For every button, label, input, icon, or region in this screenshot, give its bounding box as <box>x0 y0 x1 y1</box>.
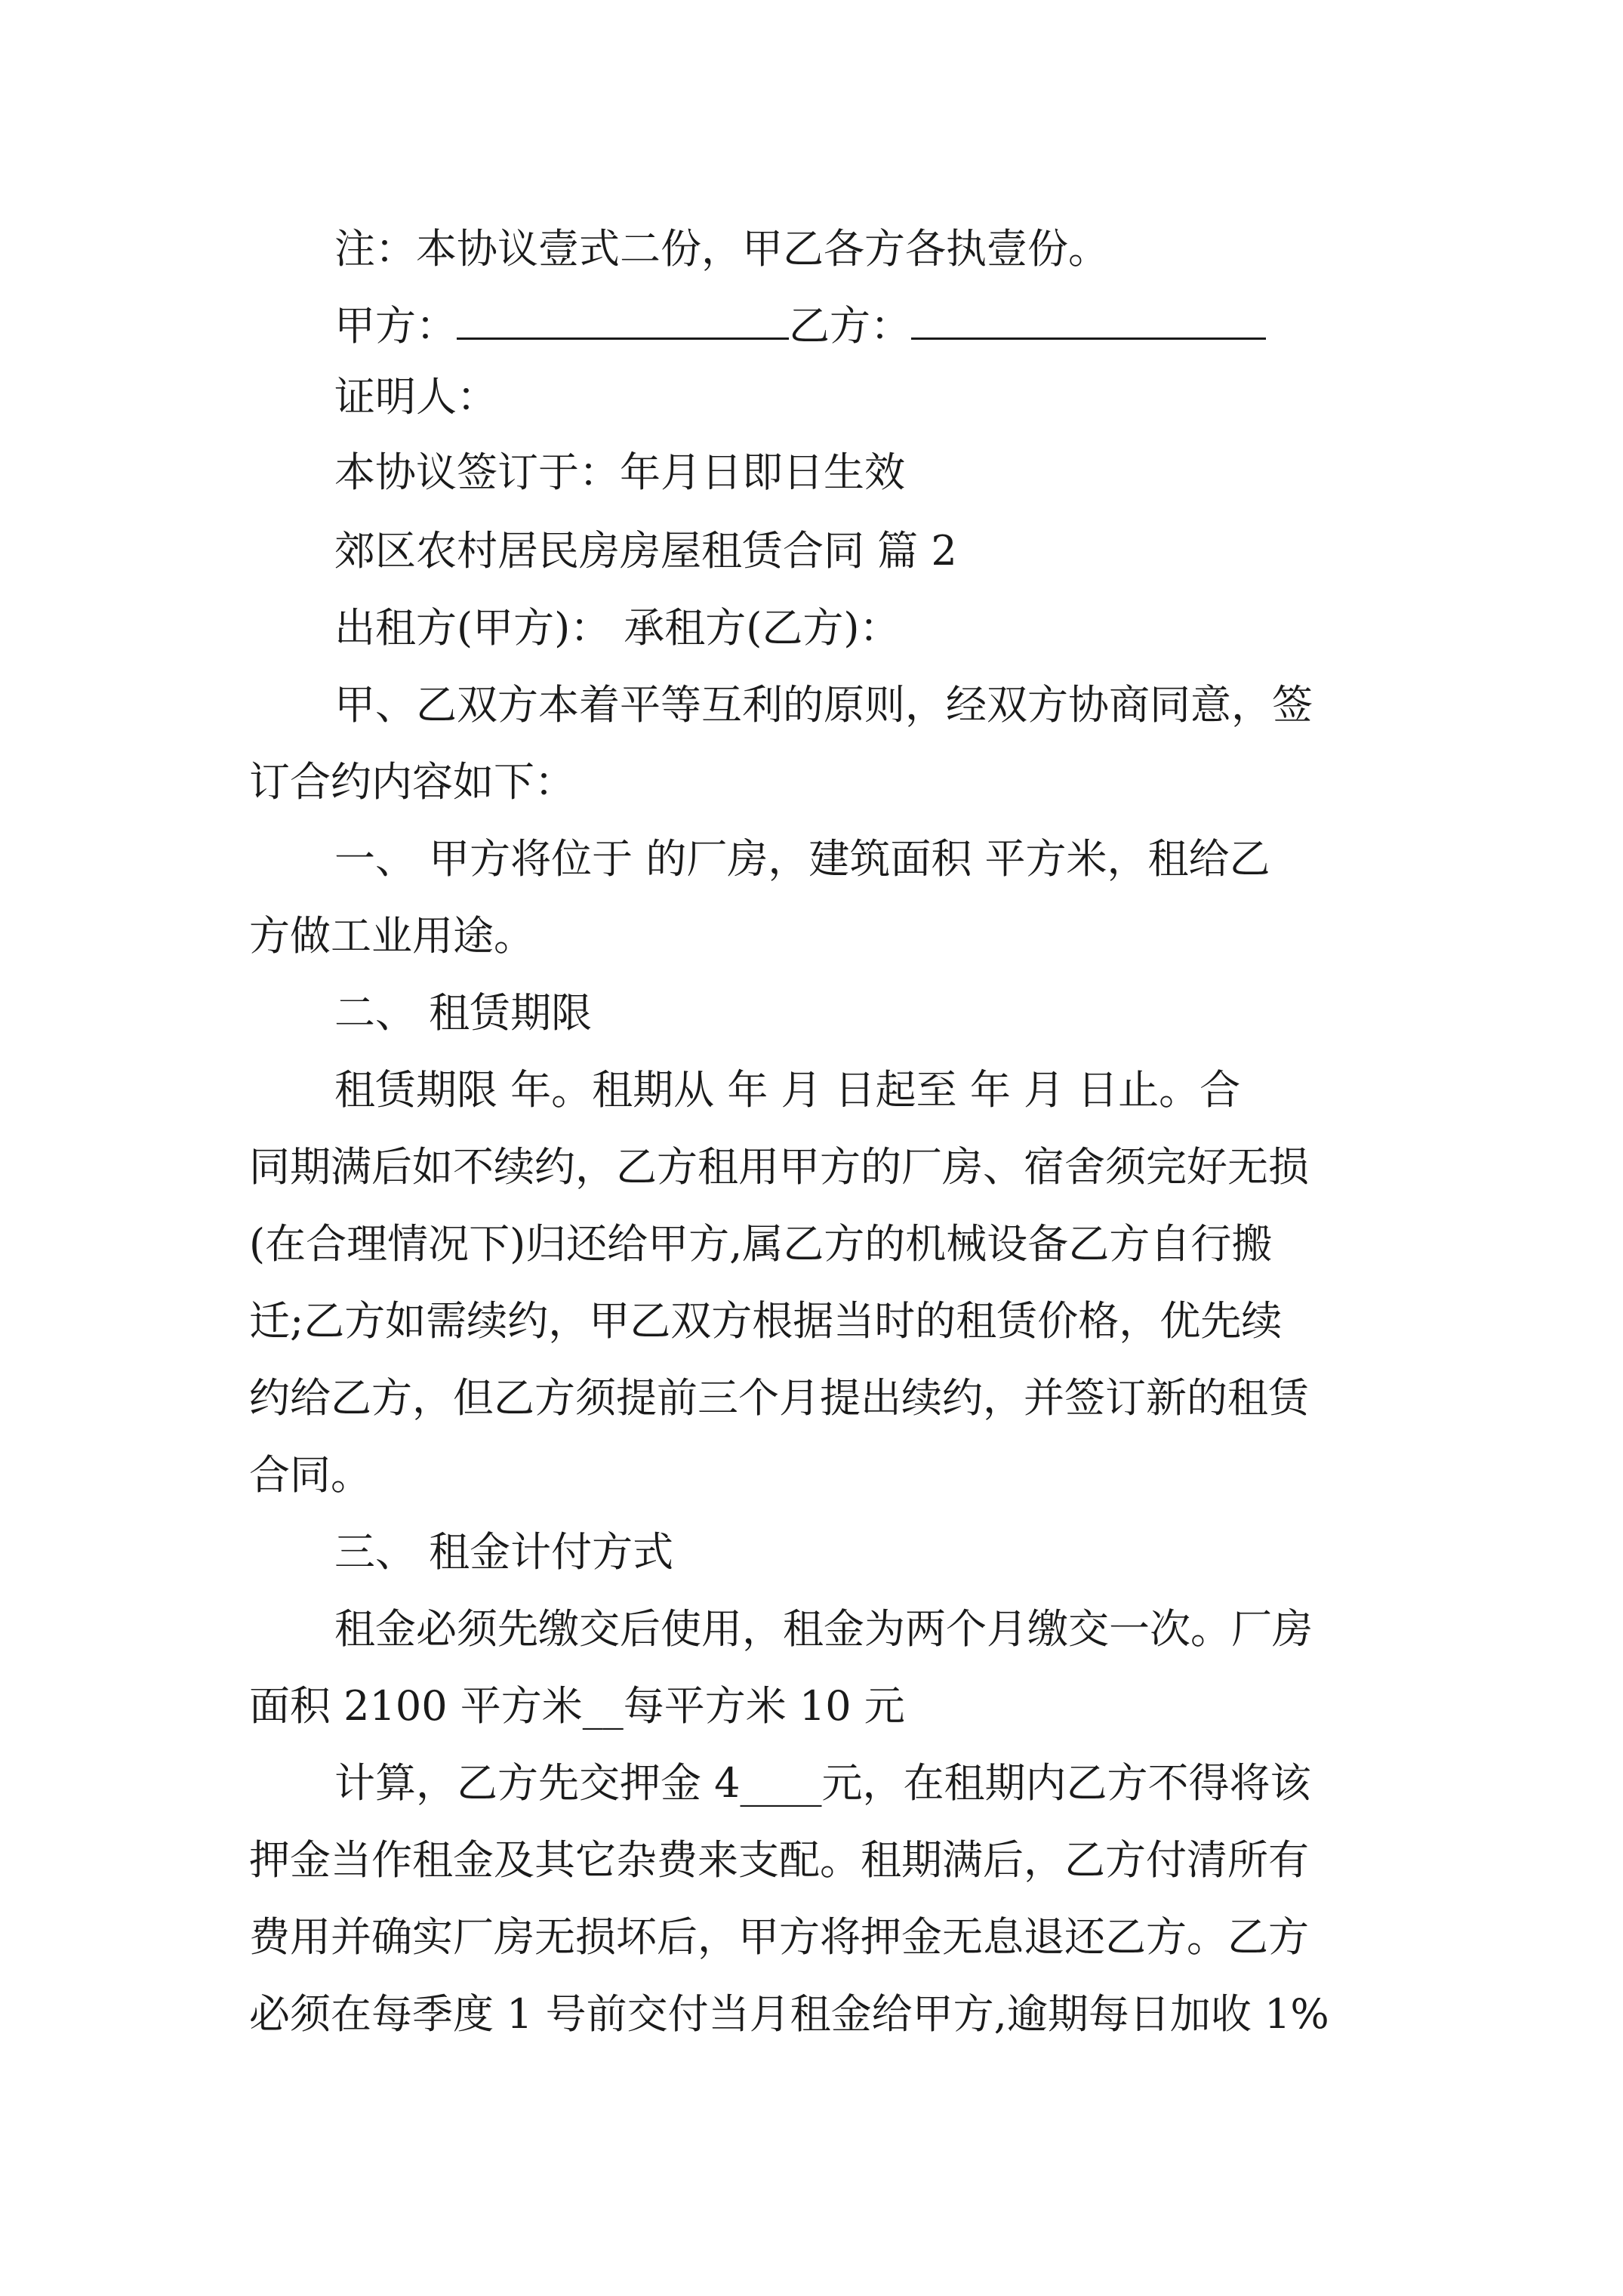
paragraph-line: 约给乙方，但乙方须提前三个月提出续约，并签订新的租赁 <box>249 1374 1309 1422</box>
party-b-label: 乙方： <box>789 302 911 350</box>
paragraph-line: 订合约内容如下： <box>249 758 575 806</box>
paragraph-line: 计算，乙方先交押金 4____元，在租期内乙方不得将该 <box>334 1759 1311 1807</box>
paragraph-line: (在合理情况下)归还给甲方,属乙方的机械设备乙方自行搬 <box>249 1220 1273 1268</box>
note-line: 注：本协议壹式二份，甲乙各方各执壹份。 <box>334 225 1109 273</box>
party-a-label: 甲方： <box>334 302 457 350</box>
paragraph-line: 面积 2100 平方米__每平方米 10 元 <box>249 1682 905 1730</box>
witness-line: 证明人： <box>334 373 497 421</box>
paragraph-line: 同期满后如不续约，乙方租用甲方的厂房、宿舍须完好无损 <box>249 1143 1309 1191</box>
paragraph-line: 方做工业用途。 <box>249 912 534 960</box>
party-a-blank <box>457 300 789 340</box>
clause-heading: 二、 租赁期限 <box>334 989 593 1037</box>
signature-line <box>334 299 1266 353</box>
paragraph-line: 押金当作租金及其它杂费来支配。租期满后，乙方付清所有 <box>249 1836 1309 1884</box>
section-title: 郊区农村居民房房屋租赁合同 篇 2 <box>334 527 957 575</box>
parties-line: 出租方(甲方)： 承租方(乙方)： <box>334 604 901 652</box>
paragraph-line: 一、 甲方将位于 的厂房，建筑面积 平方米，租给乙 <box>334 835 1270 883</box>
paragraph-line: 租赁期限 年。租期从 年 月 日起至 年 月 日止。合 <box>334 1066 1241 1114</box>
signed-date-line: 本协议签订于：年月日即日生效 <box>334 448 905 496</box>
clause-heading: 三、 租金计付方式 <box>334 1528 674 1576</box>
paragraph-line: 甲、乙双方本着平等互利的原则，经双方协商同意，签 <box>334 681 1313 729</box>
paragraph-line: 合同。 <box>249 1451 371 1499</box>
paragraph-line: 迁;乙方如需续约，甲乙双方根据当时的租赁价格，优先续 <box>249 1297 1283 1345</box>
party-b-blank <box>911 300 1266 340</box>
paragraph-line: 必须在每季度 1 号前交付当月租金给甲方,逾期每日加收 1% <box>249 1990 1329 2038</box>
paragraph-line: 租金必须先缴交后使用，租金为两个月缴交一次。厂房 <box>334 1605 1313 1653</box>
paragraph-line: 费用并确实厂房无损坏后，甲方将押金无息退还乙方。乙方 <box>249 1913 1309 1961</box>
